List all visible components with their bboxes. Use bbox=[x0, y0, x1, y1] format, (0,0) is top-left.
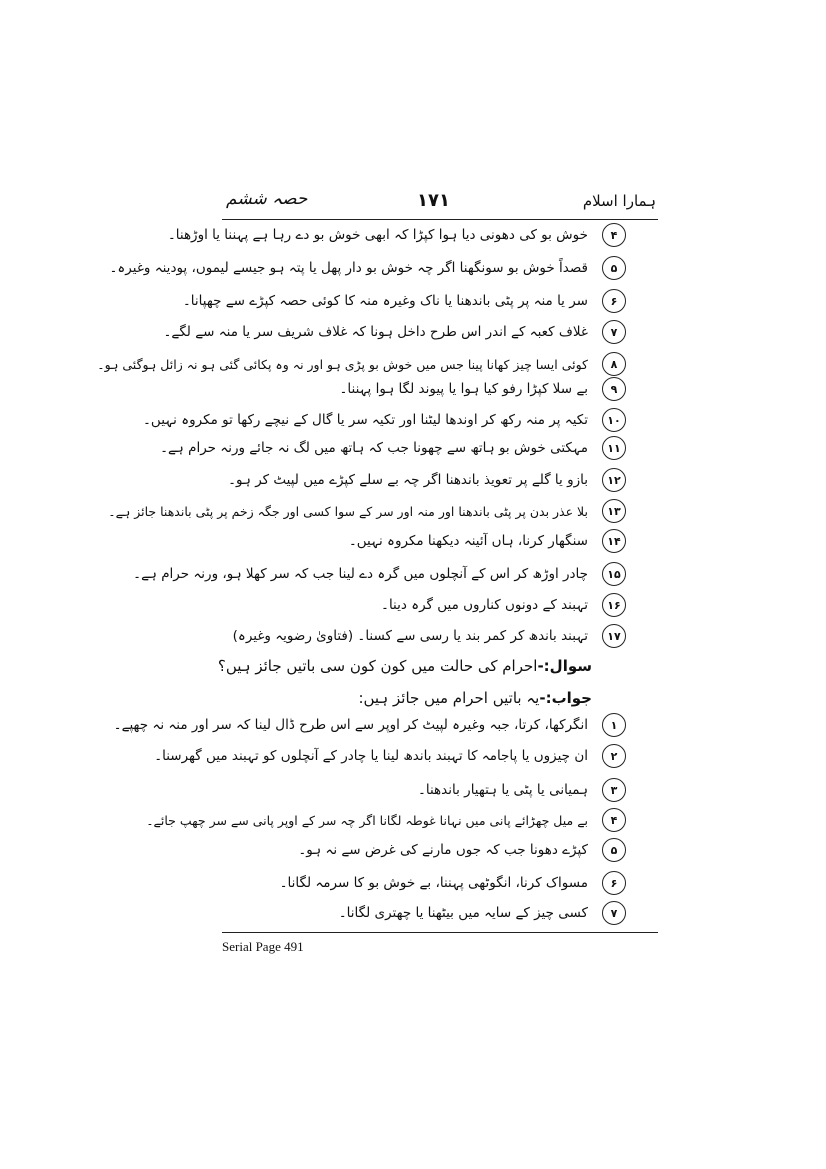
item-text: قصداً خوش بو سونگھنا اگر چہ خوش بو دار پھل یا پتہ ہو جیسے لیموں، پودینہ وغیرہ۔ bbox=[109, 260, 588, 276]
list-item bbox=[108, 499, 626, 523]
serial-page-label: Serial Page 491 bbox=[222, 939, 304, 954]
list-item bbox=[381, 593, 626, 617]
item-number: ۵ bbox=[602, 838, 626, 862]
item-text: خوش بو کی دھونی دیا ہوا کپڑا کہ ابھی خوش بو دے رہا ہے پہننا یا اوڑھنا۔ bbox=[167, 227, 588, 243]
item-number: ۵ bbox=[602, 256, 626, 280]
item-text: انگرکھا، کرتا، جبہ وغیرہ لپیٹ کر اوپر سے اس طرح ڈال لینا کہ سر اور منہ نہ چھپے۔ bbox=[113, 717, 588, 733]
list-item bbox=[154, 744, 626, 768]
section-title: حصہ ششم bbox=[226, 189, 308, 209]
list-item bbox=[339, 377, 626, 401]
question-text: احرام کی حالت میں کون کون سی باتیں جائز ہیں؟ bbox=[217, 657, 538, 675]
item-text: کپڑے دھونا جب کہ جوں مارنے کی غرض سے نہ ہو۔ bbox=[298, 842, 588, 858]
footer-divider bbox=[222, 932, 658, 933]
item-number: ۱۶ bbox=[602, 593, 626, 617]
question-line bbox=[218, 654, 592, 678]
item-text: بلا عذر بدن پر پٹی باندھنا اور منہ اور سر کے سوا کسی اور جگہ زخم پر پٹی باندھنا جائز ہے۔ bbox=[108, 503, 588, 519]
item-text: تکیہ پر منہ رکھ کر اوندھا لیٹنا اور تکیہ سر یا گال کے نیچے رکھا تو مکروہ نہیں۔ bbox=[143, 412, 588, 428]
item-number: ۱۰ bbox=[602, 408, 626, 432]
list-item bbox=[298, 838, 626, 862]
item-number: ۴ bbox=[602, 223, 626, 247]
item-text: تہبند کے دونوں کناروں میں گرہ دینا۔ bbox=[381, 597, 588, 613]
item-text: کسی چیز کے سایہ میں بیٹھنا یا چھتری لگانا۔ bbox=[338, 905, 588, 921]
item-text: بے سلا کپڑا رفو کیا ہوا یا پیوند لگا ہوا پہننا۔ bbox=[339, 381, 588, 397]
list-item bbox=[114, 713, 626, 737]
item-number: ۶ bbox=[602, 289, 626, 313]
item-number: ۴ bbox=[602, 808, 626, 832]
item-text: غلاف کعبہ کے اندر اس طرح داخل ہونا کہ غلاف شریف سر یا منہ سے لگے۔ bbox=[163, 324, 588, 340]
item-text: بے میل چھڑائے پانی میں نہانا غوطہ لگانا اگر چہ سر کے اوپر پانی سے سر چھپ جائے۔ bbox=[146, 812, 588, 828]
item-number: ۱۷ bbox=[602, 624, 626, 648]
list-item bbox=[183, 289, 626, 313]
item-number: ۱۴ bbox=[602, 529, 626, 553]
list-item bbox=[109, 256, 626, 280]
item-number: ۶ bbox=[602, 871, 626, 895]
answer-text: یہ باتیں احرام میں جائز ہیں: bbox=[358, 689, 540, 707]
item-number: ۱ bbox=[602, 713, 626, 737]
item-number: ۸ bbox=[602, 352, 626, 376]
item-number: ۱۳ bbox=[602, 499, 626, 523]
question-label: سوال:- bbox=[537, 657, 592, 675]
item-number: ۹ bbox=[602, 377, 626, 401]
running-header bbox=[222, 182, 658, 220]
item-text: سنگھار کرنا، ہاں آئینہ دیکھنا مکروہ نہیں۔ bbox=[348, 533, 588, 549]
item-number: ۱۲ bbox=[602, 468, 626, 492]
item-text: بازو یا گلے پر تعویذ باندھنا اگر چہ بے سلے کپڑے میں لپیٹ کر ہو۔ bbox=[228, 472, 588, 488]
item-number: ۳ bbox=[602, 778, 626, 802]
list-item bbox=[349, 529, 626, 553]
answer-label: جواب:- bbox=[539, 689, 592, 707]
item-number: ۲ bbox=[602, 744, 626, 768]
item-number: ۷ bbox=[602, 320, 626, 344]
item-text: مہکتی خوش بو ہاتھ سے چھونا جب کہ ہاتھ میں لگ نہ جائے ورنہ حرام ہے۔ bbox=[160, 440, 588, 456]
list-item bbox=[233, 624, 626, 648]
header-divider bbox=[222, 219, 658, 220]
list-item bbox=[143, 408, 626, 432]
list-item bbox=[280, 871, 626, 895]
book-title: ہمارا اسلام bbox=[582, 192, 656, 210]
list-item bbox=[339, 901, 626, 925]
item-text: چادر اوڑھ کر اس کے آنچلوں میں گرہ دے لینا جب کہ سر کھلا ہو، ورنہ حرام ہے۔ bbox=[133, 566, 588, 582]
list-item bbox=[228, 468, 626, 492]
item-text: کوئی ایسا چیز کھانا پینا جس میں خوش بو پڑی ہو اور نہ وہ پکائی گئی ہو نہ زائل ہوگئی ہو۔ bbox=[97, 356, 588, 372]
item-text: ہمیانی یا پٹی یا ہتھیار باندھنا۔ bbox=[417, 782, 588, 798]
item-text: تہبند باندھ کر کمر بند یا رسی سے کسنا۔ (فتاویٰ رضویہ وغیرہ) bbox=[232, 628, 588, 644]
list-item bbox=[168, 223, 626, 247]
item-number: ۱۱ bbox=[602, 436, 626, 460]
list-item bbox=[160, 436, 626, 460]
list-item bbox=[146, 808, 626, 832]
item-text: سر یا منہ پر پٹی باندھنا یا ناک وغیرہ منہ کا کوئی حصہ کپڑے سے چھپانا۔ bbox=[182, 293, 588, 309]
list-item bbox=[164, 320, 626, 344]
list-item bbox=[133, 562, 626, 586]
page-number: ۱۷۱ bbox=[417, 190, 450, 211]
item-number: ۱۵ bbox=[602, 562, 626, 586]
item-text: ان چیزوں یا پاجامہ کا تہبند باندھ لینا یا چادر کے آنچلوں کو تہبند میں گھرسنا۔ bbox=[154, 748, 588, 764]
list-item bbox=[97, 352, 626, 376]
list-item bbox=[418, 778, 626, 802]
item-number: ۷ bbox=[602, 901, 626, 925]
item-text: مسواک کرنا، انگوٹھی پہننا، بے خوش بو کا سرمہ لگانا۔ bbox=[279, 875, 588, 891]
answer-line bbox=[358, 686, 592, 710]
